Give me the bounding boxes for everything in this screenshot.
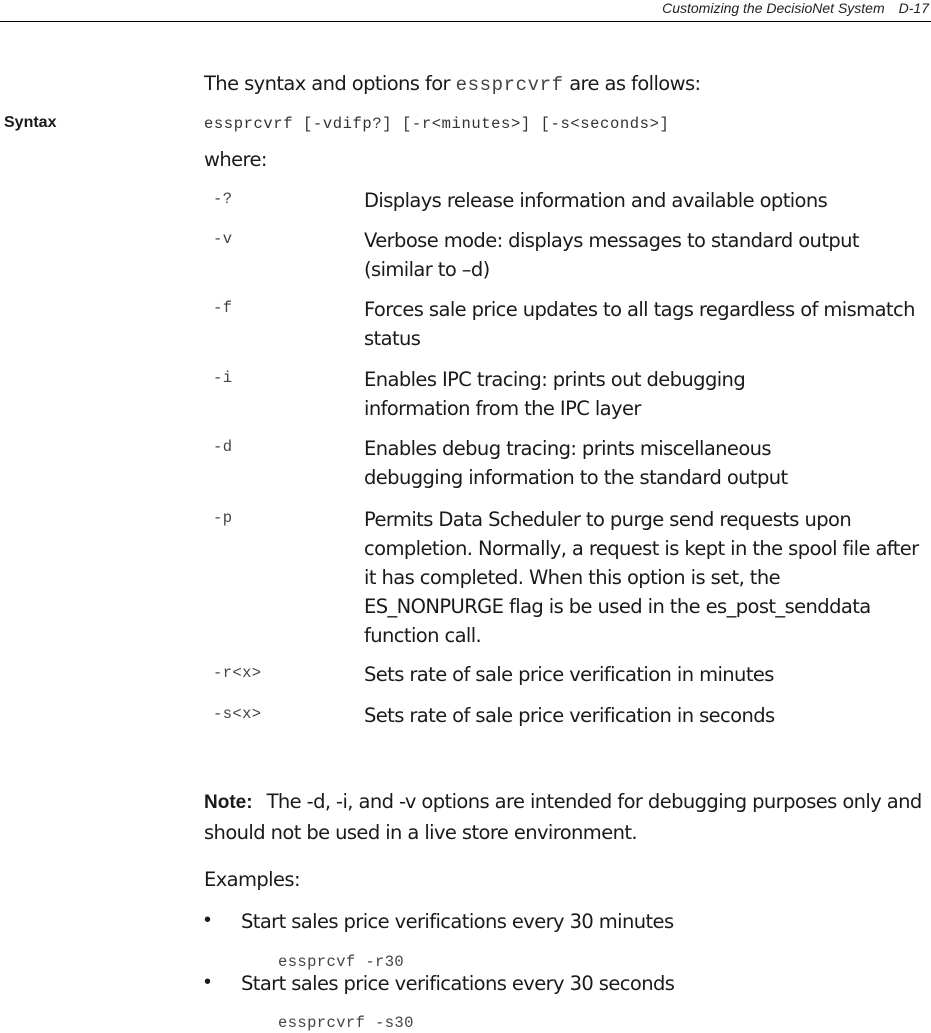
syntax-label: Syntax bbox=[4, 114, 57, 131]
example-text: Start sales price verifications every 30 minutes bbox=[241, 910, 674, 933]
option-description: Permits Data Scheduler to purge send requests upon completion. Normally, a request is kept in the spool file after it has completed. When this option is set, the ES_NONPURGE flag is be used in the es_post_senddata function call. bbox=[364, 508, 919, 647]
intro-prefix: The syntax and options for bbox=[204, 72, 456, 95]
option-flag: -d bbox=[213, 438, 233, 456]
option-flag: -r<x> bbox=[213, 664, 262, 682]
example-text: Start sales price verifications every 30 seconds bbox=[241, 972, 675, 995]
option-description: Forces sale price updates to all tags regardless of mismatch status bbox=[364, 298, 915, 350]
option-description: Sets rate of sale price verification in minutes bbox=[364, 663, 774, 686]
option-description: Displays release information and available options bbox=[364, 189, 828, 212]
page-number: D-17 bbox=[898, 0, 929, 16]
intro-sentence bbox=[204, 72, 701, 96]
option-flag: -f bbox=[213, 299, 233, 317]
intro-suffix: are as follows: bbox=[563, 72, 701, 95]
example-code: essprcvf -r30 bbox=[278, 953, 405, 971]
example-code: essprcvrf -s30 bbox=[278, 1014, 414, 1032]
option-flag: -p bbox=[213, 509, 233, 527]
note-label: Note: bbox=[204, 792, 253, 813]
running-header bbox=[662, 0, 929, 16]
where-label: where: bbox=[204, 148, 267, 171]
note-text: The -d, -i, and -v options are intended for debugging purposes only and should not be used in a live store environment. bbox=[204, 790, 922, 844]
option-flag: -s<x> bbox=[213, 705, 262, 723]
header-rule bbox=[0, 21, 931, 22]
option-flag: -i bbox=[213, 369, 233, 387]
option-description: Sets rate of sale price verification in seconds bbox=[364, 704, 775, 727]
note-block bbox=[204, 787, 924, 848]
syntax-command-line: essprcvrf [-vdifp?] [-r<minutes>] [-s<seconds>] bbox=[204, 115, 670, 133]
header-title: Customizing the DecisioNet System bbox=[662, 0, 885, 16]
option-flag: -? bbox=[213, 190, 233, 208]
intro-command: essprcvrf bbox=[455, 74, 564, 96]
option-description: Enables debug tracing: prints miscellaneous debugging information to the standard output bbox=[364, 437, 788, 489]
option-description: Verbose mode: displays messages to standard output (similar to –d) bbox=[364, 229, 859, 281]
option-flag: -v bbox=[213, 230, 233, 248]
option-description: Enables IPC tracing: prints out debugging information from the IPC layer bbox=[364, 368, 746, 420]
bullet-icon: • bbox=[204, 909, 212, 931]
bullet-icon: • bbox=[204, 971, 212, 993]
examples-label: Examples: bbox=[204, 868, 300, 891]
